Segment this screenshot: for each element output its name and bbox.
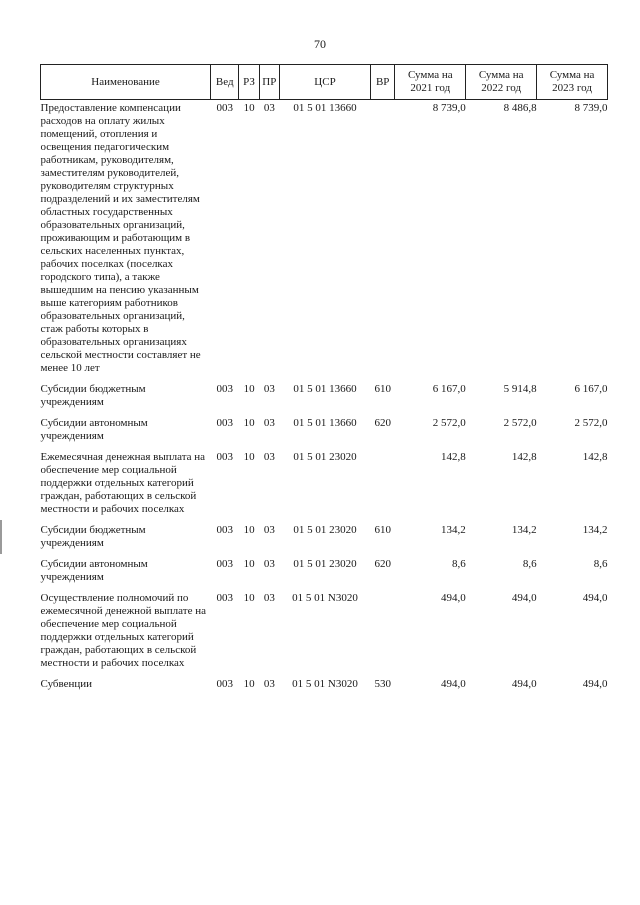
table-row: [41, 556, 608, 590]
cell-sum-2023: 6 167,0: [574, 383, 608, 395]
cell-sum-2021: 494,0: [440, 678, 466, 690]
margin-scan-mark: [0, 520, 2, 554]
header-vr: ВР: [371, 65, 395, 100]
cell-vr: [371, 449, 395, 522]
cell-vr: 530: [374, 678, 391, 690]
table-row: [41, 100, 608, 382]
cell-ved: 003: [216, 383, 234, 395]
cell-sum-2023: 134,2: [582, 524, 608, 536]
cell-vr: [371, 590, 395, 676]
cell-pr: 03: [263, 383, 275, 395]
cell-sum-2021: 2 572,0: [432, 417, 466, 429]
cell-name: Субвенции: [40, 678, 93, 690]
cell-pr: 03: [263, 451, 275, 463]
cell-ved: 003: [216, 592, 234, 604]
cell-sum-2021: 8,6: [451, 558, 466, 570]
cell-ved: 003: [216, 558, 234, 570]
cell-csr: 01 5 01 23020: [293, 524, 357, 536]
cell-vr: 610: [374, 383, 391, 395]
header-sum-2022: Сумма на 2022 год: [466, 65, 537, 100]
cell-sum-2022: 8,6: [522, 558, 537, 570]
cell-sum-2023: 8,6: [593, 558, 608, 570]
cell-vr: [371, 100, 395, 382]
table-row: [41, 522, 608, 556]
table-row: [41, 415, 608, 449]
cell-name: Субсидии бюджетным учреждениям: [40, 524, 146, 549]
cell-pr: 03: [263, 102, 275, 114]
cell-pr: 03: [263, 417, 275, 429]
cell-sum-2022: 494,0: [511, 592, 537, 604]
cell-rz: 10: [243, 592, 255, 604]
cell-sum-2021: 142,8: [440, 451, 466, 463]
cell-sum-2022: 2 572,0: [503, 417, 537, 429]
header-name: Наименование: [41, 65, 211, 100]
cell-name: Осуществление полномочий по ежемесячной денежной выплате на обеспечение мер социальной поддержки отдельных категорий граждан, работающих в сельской местности и рабочих поселках: [40, 592, 206, 669]
cell-name: Предоставление компенсации расходов на оплату жилых помещений, отопления и освещения педагогическим работникам, руководителям, заместителям руководителей, руководителям структурных подразделений и их заместителям областных государственных образовательных организаций, проживающим и работающим в сельских населенных пунктах, рабочих поселках (поселках городского типа), а также вышедшим на пенсию указанным выше категориям работников образовательных организаций, стаж работы которых в образовательных организациях сельской местности составляет не менее 10 лет: [40, 102, 201, 374]
cell-pr: 03: [263, 524, 275, 536]
cell-sum-2023: 494,0: [582, 592, 608, 604]
cell-rz: 10: [243, 102, 255, 114]
header-sum-2021: Сумма на 2021 год: [395, 65, 466, 100]
cell-name: Ежемесячная денежная выплата на обеспечение мер социальной поддержки отдельных категорий граждан, работающих в сельской местности и рабочих поселках: [40, 451, 206, 515]
cell-rz: 10: [243, 524, 255, 536]
cell-pr: 03: [263, 592, 275, 604]
header-sum-2023: Сумма на 2023 год: [537, 65, 608, 100]
header-rz: РЗ: [239, 65, 259, 100]
cell-rz: 10: [243, 678, 255, 690]
cell-vr: 610: [374, 524, 391, 536]
header-row: [41, 65, 608, 100]
table-row: [41, 449, 608, 522]
cell-name: Субсидии автономным учреждениям: [40, 417, 148, 442]
cell-csr: 01 5 01 N3020: [292, 592, 358, 604]
cell-ved: 003: [216, 451, 234, 463]
cell-ved: 003: [216, 102, 234, 114]
cell-csr: 01 5 01 13660: [293, 417, 357, 429]
cell-sum-2021: 134,2: [440, 524, 466, 536]
cell-rz: 10: [243, 451, 255, 463]
cell-rz: 10: [243, 417, 255, 429]
table-body: [41, 100, 608, 698]
header-pr: ПР: [259, 65, 279, 100]
cell-ved: 003: [216, 524, 234, 536]
cell-sum-2021: 494,0: [440, 592, 466, 604]
table-row: [41, 590, 608, 676]
cell-vr: 620: [374, 417, 391, 429]
table-row: [41, 381, 608, 415]
cell-sum-2022: 494,0: [511, 678, 537, 690]
cell-sum-2022: 5 914,8: [503, 383, 537, 395]
cell-ved: 003: [216, 417, 234, 429]
table-row: [41, 676, 608, 697]
cell-sum-2021: 6 167,0: [432, 383, 466, 395]
cell-name: Субсидии автономным учреждениям: [40, 558, 148, 583]
cell-csr: 01 5 01 N3020: [292, 678, 358, 690]
cell-csr: 01 5 01 13660: [293, 102, 357, 114]
cell-sum-2023: 8 739,0: [574, 102, 608, 114]
cell-sum-2022: 134,2: [511, 524, 537, 536]
cell-ved: 003: [216, 678, 234, 690]
header-ved: Вед: [211, 65, 239, 100]
cell-rz: 10: [243, 558, 255, 570]
cell-sum-2023: 494,0: [582, 678, 608, 690]
table-header: [41, 65, 608, 100]
cell-csr: 01 5 01 23020: [293, 451, 357, 463]
cell-name: Субсидии бюджетным учреждениям: [40, 383, 146, 408]
cell-csr: 01 5 01 13660: [293, 383, 357, 395]
cell-sum-2022: 8 486,8: [503, 102, 537, 114]
cell-pr: 03: [263, 678, 275, 690]
cell-rz: 10: [243, 383, 255, 395]
cell-pr: 03: [263, 558, 275, 570]
cell-sum-2021: 8 739,0: [432, 102, 466, 114]
budget-table: [40, 64, 608, 697]
cell-sum-2023: 142,8: [582, 451, 608, 463]
cell-vr: 620: [374, 558, 391, 570]
cell-sum-2023: 2 572,0: [574, 417, 608, 429]
page-number: 70: [314, 37, 326, 51]
header-csr: ЦСР: [279, 65, 370, 100]
cell-sum-2022: 142,8: [511, 451, 537, 463]
cell-csr: 01 5 01 23020: [293, 558, 357, 570]
